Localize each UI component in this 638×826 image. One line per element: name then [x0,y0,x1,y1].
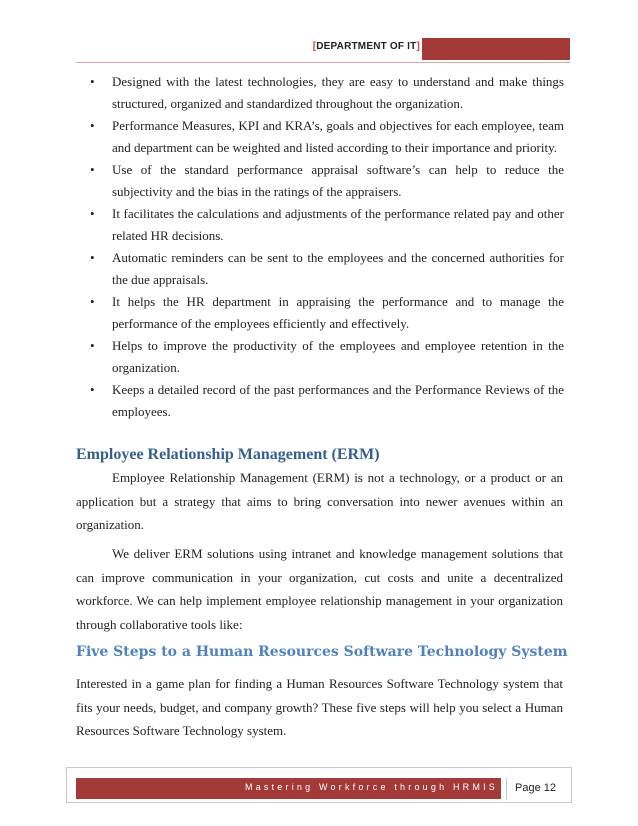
bullet-icon: • [90,206,95,221]
list-item-text: Designed with the latest technologies, they are easy to understand and make things structured, organized and standardized throughout the organization. [112,74,564,111]
header-bracket-open: [ [312,41,317,52]
bullet-icon: • [90,118,95,133]
erm-paragraph-1 [76,466,563,537]
footer-title: Mastering Workforce through HRMIS [245,782,498,792]
list-item-text: Performance Measures, KPI and KRA’s, goals and objectives for each employee, team and department can be weighted and listed according to their importance and priority. [112,118,564,155]
bullet-icon: • [90,162,95,177]
bullet-icon: • [90,250,95,265]
list-item-text: Keeps a detailed record of the past performances and the Performance Reviews of the employees. [112,382,564,419]
list-item-text: It facilitates the calculations and adjustments of the performance related pay and other related HR decisions. [112,206,564,243]
header-divider [76,62,570,63]
list-item [76,379,564,423]
list-item-text: Helps to improve the productivity of the employees and employee retention in the organization. [112,338,564,375]
list-item [76,71,564,115]
bullet-icon: • [90,338,95,353]
page-header [76,38,570,60]
bullet-icon: • [90,382,95,397]
erm-paragraph-2 [76,542,563,636]
bullet-icon: • [90,294,95,309]
header-department: DEPARTMENT OF IT [316,41,417,52]
header-label [313,41,420,52]
erm-paragraph-1-text: Employee Relationship Management (ERM) is not a technology, or a product or an application but a strategy that aims to bring conversation into newer avenues within an organization. [76,470,563,532]
five-steps-heading: Five Steps to a Human Resources Software Technology System [76,644,568,660]
list-item-text: Automatic reminders can be sent to the employees and the concerned authorities for the due appraisals. [112,250,564,287]
header-accent-bar [422,38,570,60]
feature-bullet-list [76,71,564,423]
list-item [76,203,564,247]
page-number: Page 12 [515,782,556,794]
erm-paragraph-2-text: We deliver ERM solutions using intranet and knowledge management solutions that can improve communication in your organization, cut costs and unite a decentralized workforce. We can help implement employee relationship management in your organization through collaborative tools like: [76,546,563,632]
list-item-text: Use of the standard performance appraisal software’s can help to reduce the subjectivity and the bias in the ratings of the appraisers. [112,162,564,199]
five-steps-paragraph: Interested in a game plan for finding a Human Resources Software Technology system that fits your needs, budget, and company growth? These five steps will help you select a Human Resources Software Technology system. [76,676,563,738]
list-item-text: It helps the HR department in appraising the performance and to manage the performance of the employees efficiently and effectively. [112,294,564,331]
bullet-icon: • [90,74,95,89]
list-item [76,115,564,159]
list-item [76,291,564,335]
footer-divider [506,778,507,800]
list-item [76,159,564,203]
header-bracket-close: ] [416,41,420,52]
erm-heading: Employee Relationship Management (ERM) [76,446,380,463]
list-item [76,335,564,379]
list-item [76,247,564,291]
